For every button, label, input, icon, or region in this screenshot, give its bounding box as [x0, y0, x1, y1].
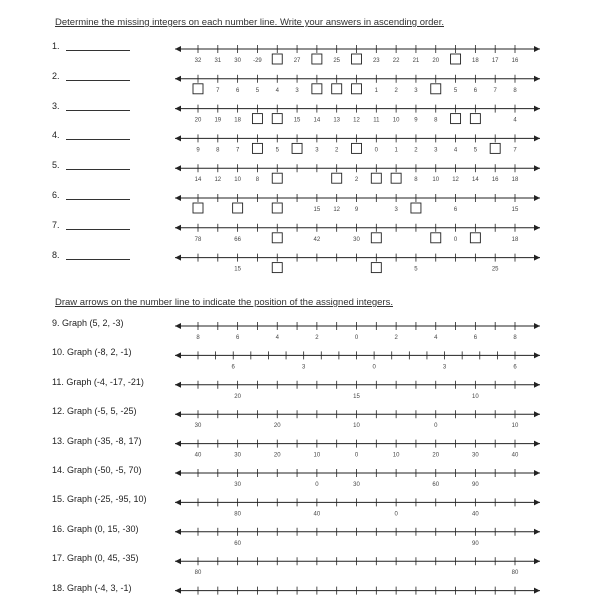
graph-line-13-tick-label: 30	[234, 452, 241, 459]
graph-line-13-tick-label: 10	[392, 452, 400, 459]
graph-line-9-tick-label: 8	[196, 335, 200, 341]
number-line-1-answer-box[interactable]	[451, 54, 461, 64]
number-line-3-tick-label: 13	[333, 117, 341, 124]
number-line-7-tick-label: 30	[353, 236, 360, 243]
number-line-3-tick-label: 14	[313, 117, 321, 124]
graph-line-10-right-arrow	[534, 352, 540, 358]
graph-line-13-tick-label: 40	[511, 452, 519, 459]
number-line-5-tick-label: 14	[472, 177, 479, 184]
graph-line-10-tick-label: 0	[372, 364, 376, 371]
number-line-3-answer-box[interactable]	[252, 114, 262, 124]
number-line-2-tick-label: 6	[473, 87, 478, 94]
question-number: 4.	[52, 130, 60, 141]
number-line-6-tick-label: 15	[511, 207, 519, 213]
number-line-1-tick-label: 31	[214, 58, 222, 64]
number-line-1-tick-label: 27	[293, 58, 301, 64]
number-line-1-tick-label: 22	[392, 58, 400, 64]
graph-line-9-tick-label: 4	[434, 335, 438, 341]
number-line-1-tick-label: 21	[412, 58, 420, 64]
number-line-5-answer-box[interactable]	[371, 173, 381, 183]
number-line-3-tick-label: 12	[353, 117, 360, 124]
number-line-2-answer-box[interactable]	[312, 84, 322, 94]
number-line-3-answer-box[interactable]	[272, 114, 282, 124]
number-line-2-tick-label: 5	[453, 87, 458, 94]
graph-line-11-right-arrow	[534, 382, 540, 388]
number-line-8-tick-label: 15	[234, 266, 241, 273]
graph-line-9-tick-label: 6	[473, 335, 478, 341]
number-line-6-tick-label: 12	[333, 207, 341, 213]
graph-line-10-left-arrow	[175, 352, 181, 358]
number-line-4-answer-box[interactable]	[352, 143, 362, 153]
number-line-4-tick-label: 7	[513, 147, 517, 154]
number-line-5-answer-box[interactable]	[272, 173, 282, 183]
graph-line-15-left-arrow	[175, 499, 181, 505]
number-line-5-tick-label: 16	[491, 177, 499, 184]
number-line-1-answer-box[interactable]	[352, 54, 362, 64]
graph-line-15-tick-label: 40	[472, 511, 479, 518]
number-line-4-tick-label: 2	[335, 147, 339, 154]
graph-prompt: 16. Graph (0, 15, -30)	[52, 523, 139, 534]
number-line-1-answer-box[interactable]	[272, 54, 282, 64]
number-line-3-tick-label: 9	[414, 117, 418, 124]
number-line-3-answer-box[interactable]	[451, 114, 461, 124]
graph-prompt: 15. Graph (-25, -95, 10)	[52, 494, 147, 505]
number-line-2-tick-label: 8	[513, 87, 517, 94]
number-line-8-answer-box[interactable]	[272, 263, 282, 273]
number-line-8-right-arrow	[534, 255, 540, 261]
graph-line-17-left-arrow	[175, 558, 181, 564]
number-line-5-tick-label: 10	[234, 177, 241, 184]
graph-prompt: 9. Graph (5, 2, -3)	[52, 318, 124, 328]
graph-line-10-tick-label: 3	[301, 364, 306, 371]
graph-line-13-tick-label: 30	[472, 452, 479, 459]
graph-prompt: 10. Graph (-8, 2, -1)	[52, 347, 132, 358]
number-line-2-left-arrow	[175, 76, 181, 82]
number-line-7-left-arrow	[175, 225, 181, 231]
number-line-7-tick-label: 42	[313, 236, 321, 243]
graph-line-16-tick-label: 90	[472, 540, 479, 547]
graph-line-12-tick-label: 0	[434, 423, 438, 430]
graph-line-14-right-arrow	[534, 470, 540, 476]
number-line-3-tick-label: 11	[373, 117, 380, 124]
graph-line-10-tick-label: 3	[442, 364, 447, 371]
number-line-5-right-arrow	[534, 165, 540, 171]
number-line-6-tick-label: 3	[394, 207, 398, 213]
number-line-8-left-arrow	[175, 255, 181, 261]
number-line-6-tick-label: 6	[453, 207, 458, 213]
number-line-4-tick-label: 4	[453, 147, 458, 154]
number-line-4-left-arrow	[175, 135, 181, 141]
question-number: 7.	[52, 219, 60, 230]
graph-prompt: 11. Graph (-4, -17, -21)	[52, 376, 144, 387]
number-line-7-answer-box[interactable]	[371, 233, 381, 243]
question-number: 6.	[52, 190, 60, 200]
number-line-5-tick-label: 8	[255, 177, 260, 184]
number-line-1-left-arrow	[175, 46, 181, 52]
graph-line-10-tick-label: 6	[231, 364, 235, 371]
number-line-3-tick-label: 15	[293, 117, 301, 124]
graph-line-11-tick-label: 10	[472, 393, 479, 400]
number-line-7-tick-label: 66	[234, 236, 241, 243]
section2-header: Draw arrows on the number line to indicate the position of the assigned integers.	[55, 297, 393, 308]
number-line-2-tick-label: 5	[255, 87, 260, 94]
number-line-6-answer-box[interactable]	[272, 203, 282, 213]
question-number: 8.	[52, 249, 60, 260]
graph-line-9-tick-label: 2	[394, 335, 398, 341]
graph-line-13-right-arrow	[534, 441, 540, 447]
graph-line-9-tick-label: 2	[315, 335, 319, 341]
number-line-7-tick-label: 18	[511, 236, 519, 243]
number-line-8-answer-box[interactable]	[371, 263, 381, 273]
graph-line-18-right-arrow	[534, 588, 540, 594]
graph-line-16-right-arrow	[534, 529, 540, 535]
graph-line-12-left-arrow	[175, 411, 181, 417]
number-line-7-answer-box[interactable]	[470, 233, 480, 243]
graph-line-14-tick-label: 90	[472, 482, 479, 488]
graph-line-9-tick-label: 8	[513, 335, 517, 341]
graph-line-13-tick-label: 10	[313, 452, 321, 459]
number-line-1-tick-label: 25	[333, 58, 341, 64]
graph-line-15-right-arrow	[534, 499, 540, 505]
graph-line-9-right-arrow	[534, 323, 540, 329]
number-line-2-tick-label: 4	[275, 87, 279, 94]
graph-line-18-left-arrow	[175, 588, 181, 594]
number-line-8-tick-label: 25	[491, 266, 499, 273]
number-line-5-tick-label: 14	[194, 177, 202, 184]
graph-line-16-left-arrow	[175, 529, 181, 535]
number-line-5-tick-label: 12	[452, 177, 459, 184]
number-line-2-tick-label: 7	[493, 87, 497, 94]
number-line-6-answer-box[interactable]	[193, 203, 203, 213]
graph-line-9-left-arrow	[175, 323, 181, 329]
number-line-5-tick-label: 8	[414, 177, 418, 184]
graph-prompt: 14. Graph (-50, -5, 70)	[52, 465, 142, 475]
number-line-3-tick-label: 10	[392, 117, 400, 124]
number-line-3-tick-label: 18	[234, 117, 241, 124]
graph-line-10-tick-label: 6	[513, 364, 517, 371]
number-line-6-tick-label: 9	[354, 207, 359, 213]
number-line-4-tick-label: 3	[434, 147, 438, 154]
number-line-6-answer-box[interactable]	[233, 203, 243, 213]
graph-line-13-tick-label: 40	[194, 452, 202, 459]
number-line-5-tick-label: 10	[432, 177, 440, 184]
graph-line-13-tick-label: 20	[432, 452, 440, 459]
number-line-7-answer-box[interactable]	[272, 233, 282, 243]
number-line-3-tick-label: 4	[513, 117, 517, 124]
number-line-4-answer-box[interactable]	[490, 143, 500, 153]
graph-line-14-tick-label: 30	[234, 482, 241, 488]
question-number: 5.	[52, 160, 60, 171]
graph-line-15-tick-label: 40	[313, 511, 321, 518]
number-line-5-left-arrow	[175, 165, 181, 171]
number-line-5-answer-box[interactable]	[332, 173, 342, 183]
number-line-4-tick-label: 1	[394, 147, 398, 154]
graph-line-14-tick-label: 30	[353, 482, 360, 488]
graph-line-12-tick-label: 10	[511, 423, 519, 430]
number-line-4-answer-box[interactable]	[252, 143, 262, 153]
number-line-3-tick-label: 20	[194, 117, 202, 124]
graph-line-14-left-arrow	[175, 470, 181, 476]
graph-prompt: 17. Graph (0, 45, -35)	[52, 553, 139, 564]
number-line-2-answer-box[interactable]	[352, 84, 362, 94]
graph-line-12-tick-label: 30	[194, 423, 202, 430]
graph-line-15-tick-label: 0	[394, 511, 398, 518]
number-line-2-tick-label: 3	[295, 87, 299, 94]
number-line-4-right-arrow	[534, 135, 540, 141]
number-line-4-tick-label: 3	[315, 147, 319, 154]
number-line-8-tick-label: 5	[414, 266, 418, 273]
number-line-3-tick-label: 8	[434, 117, 438, 124]
number-line-4-tick-label: 5	[275, 147, 279, 154]
question-number: 2.	[52, 70, 60, 81]
number-line-6-tick-label: 15	[313, 207, 321, 213]
graph-line-11-tick-label: 15	[353, 393, 360, 400]
number-line-2-answer-box[interactable]	[332, 84, 342, 94]
graph-line-13-left-arrow	[175, 441, 181, 447]
graph-line-14-tick-label: 60	[432, 482, 440, 488]
number-line-4-tick-label: 2	[414, 147, 418, 154]
number-line-2-tick-label: 7	[216, 87, 220, 94]
graph-line-17-tick-label: 80	[194, 570, 202, 577]
number-line-4-tick-label: 8	[216, 147, 220, 154]
number-line-3-right-arrow	[534, 106, 540, 112]
graph-prompt: 18. Graph (-4, 3, -1)	[52, 582, 132, 593]
number-line-1-tick-label: 20	[432, 58, 440, 64]
number-line-6-answer-box[interactable]	[411, 203, 421, 213]
number-line-2-answer-box[interactable]	[431, 84, 441, 94]
number-line-7-right-arrow	[534, 225, 540, 231]
number-line-1-tick-label: 17	[491, 58, 499, 64]
number-line-5-tick-label: 18	[511, 177, 519, 184]
graph-line-12-tick-label: 10	[353, 423, 360, 430]
graph-line-11-tick-label: 20	[234, 393, 241, 400]
number-line-5-answer-box[interactable]	[391, 173, 401, 183]
number-line-4-tick-label: 9	[196, 147, 200, 154]
graph-line-13-tick-label: 20	[273, 452, 281, 459]
number-line-2-right-arrow	[534, 76, 540, 82]
number-line-7-tick-label: 78	[194, 236, 202, 243]
number-line-3-answer-box[interactable]	[470, 114, 480, 124]
graph-line-11-left-arrow	[175, 382, 181, 388]
number-line-4-tick-label: 5	[473, 147, 478, 154]
number-line-4-answer-box[interactable]	[292, 143, 302, 153]
graph-line-9-tick-label: 6	[235, 335, 240, 341]
graph-line-16-tick-label: 60	[234, 540, 241, 547]
graph-line-9-tick-label: 4	[275, 335, 279, 341]
number-line-6-left-arrow	[175, 195, 181, 201]
number-line-1-tick-label: 32	[194, 58, 202, 64]
number-line-2-tick-label: 2	[394, 87, 398, 94]
number-line-1-tick-label: 18	[472, 58, 479, 64]
number-line-7-tick-label: 0	[453, 236, 458, 243]
number-line-1-tick-label: 30	[234, 58, 241, 64]
section1-header: Determine the missing integers on each number line. Write your answers in ascending order.	[55, 17, 444, 28]
graph-line-15-tick-label: 80	[234, 511, 241, 518]
graph-prompt: 13. Graph (-35, -8, 17)	[52, 435, 142, 446]
number-line-1-answer-box[interactable]	[312, 54, 322, 64]
graph-line-12-right-arrow	[534, 411, 540, 417]
graph-line-17-tick-label: 80	[511, 570, 519, 577]
number-line-5-tick-label: 12	[214, 177, 222, 184]
question-number: 1.	[52, 41, 60, 51]
graph-prompt: 12. Graph (-5, 5, -25)	[52, 406, 137, 417]
question-number: 3.	[52, 100, 60, 111]
number-line-4-tick-label: 0	[374, 147, 378, 154]
number-line-3-left-arrow	[175, 106, 181, 112]
number-line-1-tick-label: 23	[372, 58, 380, 64]
number-line-2-tick-label: 3	[414, 87, 418, 94]
graph-line-14-tick-label: 0	[315, 482, 319, 488]
graph-line-12-tick-label: 20	[273, 423, 281, 430]
graph-line-17-right-arrow	[534, 558, 540, 564]
number-line-1-tick-label: -29	[253, 58, 262, 64]
number-line-3-tick-label: 19	[214, 117, 222, 124]
number-line-5-tick-label: 2	[354, 177, 359, 184]
number-line-2-tick-label: 1	[374, 87, 378, 94]
number-line-6-right-arrow	[534, 195, 540, 201]
number-line-7-answer-box[interactable]	[431, 233, 441, 243]
graph-line-9-tick-label: 0	[354, 335, 359, 341]
graph-line-13-tick-label: 0	[354, 452, 359, 459]
number-line-1-tick-label: 16	[511, 58, 519, 64]
number-line-2-tick-label: 6	[235, 87, 240, 94]
number-line-4-tick-label: 7	[235, 147, 240, 154]
number-line-1-right-arrow	[534, 46, 540, 52]
number-line-2-answer-box[interactable]	[193, 84, 203, 94]
